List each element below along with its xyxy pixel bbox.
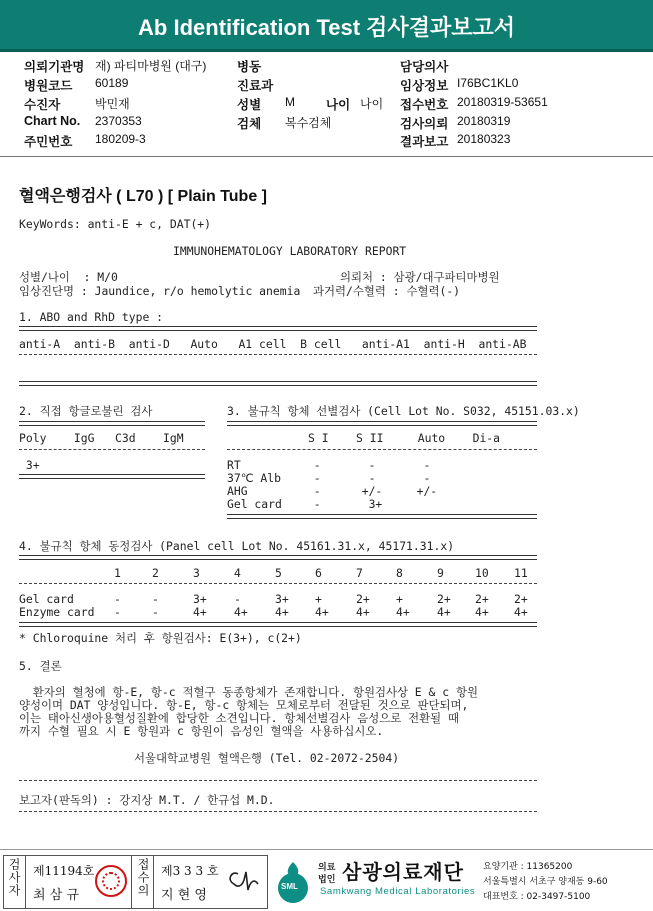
header-value: 60189 (95, 76, 129, 90)
header-row: 검체 (237, 117, 262, 131)
header-row: 담당의사 (400, 60, 449, 74)
header-divider (0, 156, 653, 157)
header-row: 주민번호 (24, 135, 73, 149)
org-prefix: 의료 (318, 862, 336, 872)
header-row: 병동 (237, 60, 262, 74)
panel-cell-number: 6 (315, 566, 322, 580)
reviewer-name: 지 현 영 (161, 888, 207, 903)
single-rule (19, 354, 537, 355)
section-4-title: 4. 불규칙 항체 동정검사 (Panel cell Lot No. 45161.31.x, 45171.31.x) (19, 539, 455, 553)
address: 서울특별시 서초구 양재동 9-60 (483, 877, 608, 887)
header-value: 20180319 (457, 114, 511, 128)
age-value: 나이 (360, 97, 384, 111)
logo-text: SML (281, 882, 298, 891)
panel-cell-number: 1 (114, 566, 121, 580)
header-row: 진료과 (237, 79, 274, 93)
examiner-name: 최 삼 규 (33, 888, 79, 903)
header-row: 결과보고 (400, 135, 449, 149)
examiner-label: 검사자 (7, 858, 21, 897)
double-rule (19, 381, 537, 386)
panel-cell-result: 4+ (514, 605, 528, 619)
screen-table-header: S I S II Auto Di-a (308, 431, 501, 445)
panel-cell-result: 2+ (514, 592, 528, 606)
panel-cell-result: 4+ (193, 605, 207, 619)
reviewer-label: 접수의 (136, 858, 150, 897)
header-value: 박민재 (95, 97, 130, 111)
panel-cell-number: 7 (356, 566, 363, 580)
double-rule (19, 326, 537, 331)
reviewer-license: 제3 3 3 호 (161, 864, 219, 878)
panel-cell-result: - (114, 592, 121, 606)
panel-cell-result: - (234, 592, 241, 606)
header-row: 성별 (237, 98, 262, 112)
double-rule (19, 474, 205, 479)
panel-cell-number: 9 (437, 566, 444, 580)
panel-cell-number: 11 (514, 566, 528, 580)
divider (153, 855, 154, 908)
screen-row-values: - 3+ (300, 497, 383, 511)
keywords: KeyWords: anti-E + c, DAT(+) (19, 217, 212, 231)
panel-cell-number: 8 (396, 566, 403, 580)
panel-cell-result: 2+ (356, 592, 370, 606)
abo-table-header: anti-A anti-B anti-D Auto A1 cell B cell anti-A1 anti-H anti-AB (19, 337, 527, 351)
screen-row-label: Gel card (227, 497, 282, 511)
examiner-seal-icon (95, 865, 127, 897)
divider (25, 855, 26, 908)
panel-cell-number: 10 (475, 566, 489, 580)
single-rule (227, 449, 537, 450)
double-rule (19, 421, 205, 426)
panel-cell-number: 2 (152, 566, 159, 580)
panel-cell-result: 3+ (193, 592, 207, 606)
conclusion-line: 양성이며 DAT 양성입니다. 항-E, 항-c 항체는 모체로부터 전달된 것으로 판단되며, (19, 698, 469, 712)
header-row: 의뢰기관명 (24, 60, 85, 74)
conclusion-line: 환자의 혈청에 항-E, 항-c 적혈구 동종항체가 존재합니다. 항원검사상 E & c 항원 (19, 685, 478, 699)
panel-cell-number: 5 (275, 566, 282, 580)
panel-cell-number: 3 (193, 566, 200, 580)
screen-row-label: AHG (227, 484, 248, 498)
panel-cell-result: 4+ (356, 605, 370, 619)
reviewer-signature-icon (224, 866, 262, 896)
single-rule (19, 449, 205, 450)
single-rule (19, 811, 537, 812)
header-value: 20180319-53651 (457, 95, 548, 109)
header-value: M (285, 95, 295, 109)
panel-cell-result: 4+ (234, 605, 248, 619)
panel-cell-result: 2+ (437, 592, 451, 606)
double-rule (19, 555, 537, 560)
org-name-en: Samkwang Medical Laboratories (320, 886, 476, 897)
header-row: 접수번호 (400, 98, 449, 112)
phone: 대표번호 : 02-3497-5100 (483, 892, 591, 902)
header-row: 병원코드 (24, 79, 73, 93)
screen-row-values: - +/- +/- (300, 484, 438, 498)
header-value: 2370353 (95, 114, 142, 128)
dat-value: 3+ (19, 458, 40, 472)
panel-cell-result: - (152, 605, 159, 619)
lab-title: IMMUNOHEMATOLOGY LABORATORY REPORT (173, 244, 407, 258)
header-value: I76BC1KL0 (457, 76, 519, 90)
panel-cell-result: 4+ (437, 605, 451, 619)
section-3-title: 3. 불규칙 항체 선별검사 (Cell Lot No. S032, 45151.03.x) (227, 404, 580, 418)
panel-cell-result: 4+ (396, 605, 410, 619)
panel-cell-result: 4+ (315, 605, 329, 619)
screen-row-label: RT (227, 458, 241, 472)
chloroquine-note: * Chloroquine 처리 후 항원검사: E(3+), c(2+) (19, 631, 302, 645)
header-value: 복수검체 (285, 116, 332, 130)
sml-logo-icon (273, 858, 313, 904)
section-2-title: 2. 직접 항글로불린 검사 (19, 404, 153, 418)
section-5-title: 5. 결론 (19, 659, 62, 673)
org-name: 삼광의료재단 (342, 862, 464, 884)
header-value: 180209-3 (95, 132, 146, 146)
examiner-license: 제11194호 (33, 864, 95, 878)
double-rule (227, 514, 537, 519)
care-number: 요양기관 : 11365200 (483, 862, 573, 872)
footer-divider (0, 849, 653, 850)
header-value: 재) 파티마병원 (대구) (95, 59, 207, 73)
history: 과거력/수혈력 : 수혈력(-) (313, 284, 461, 298)
panel-row-label: Enzyme card (19, 605, 95, 619)
panel-cell-result: + (315, 592, 322, 606)
header-row: 임상정보 (400, 79, 449, 93)
panel-cell-result: 4+ (275, 605, 289, 619)
panel-cell-result: - (114, 605, 121, 619)
org-prefix: 법인 (318, 874, 336, 884)
panel-cell-number: 4 (234, 566, 241, 580)
screen-row-values: - - - (300, 471, 431, 485)
dat-table-header: Poly IgG C3d IgM (19, 431, 184, 445)
conclusion-line: 까지 수혈 필요 시 E 항원과 c 항원이 음성인 혈액을 사용하십시오. (19, 724, 384, 738)
section-1-title: 1. ABO and RhD type : (19, 310, 164, 324)
panel-cell-result: 4+ (475, 605, 489, 619)
panel-cell-result: 2+ (475, 592, 489, 606)
conclusion-line: 이는 태아신생아용혈성질환에 합당한 소견입니다. 항체선별검사 음성으로 전환될 때 (19, 711, 459, 725)
panel-cell-result: + (396, 592, 403, 606)
screen-row-values: - - - (300, 458, 431, 472)
single-rule (19, 780, 537, 781)
double-rule (227, 421, 537, 426)
panel-row-label: Gel card (19, 592, 74, 606)
header-value: 20180323 (457, 132, 511, 146)
header-row: 수진자 (24, 98, 61, 112)
panel-cell-result: 3+ (275, 592, 289, 606)
reporter: 보고자(판독의) : 강지상 M.T. / 한규섭 M.D. (19, 793, 275, 807)
referrer: 의뢰처 : 삼광/대구파티마병원 (340, 270, 500, 284)
sex-age: 성별/나이 : M/0 (19, 270, 118, 284)
panel-cell-result: - (152, 592, 159, 606)
divider (131, 855, 132, 908)
report-heading: 혈액은행검사 ( L70 ) [ Plain Tube ] (19, 188, 268, 205)
diagnosis: 임상진단명 : Jaundice, r/o hemolytic anemia (19, 284, 301, 298)
header-row: 검사의뢰 (400, 117, 449, 131)
institution: 서울대학교병원 혈액은행 (Tel. 02-2072-2504) (134, 751, 400, 765)
double-rule (19, 622, 537, 627)
single-rule (19, 583, 537, 584)
header-row: Chart No. (24, 114, 81, 128)
screen-row-label: 37℃ Alb (227, 471, 281, 485)
report-title: Ab Identification Test 검사결과보고서 (0, 0, 653, 52)
age-label: 나이 (326, 98, 351, 112)
